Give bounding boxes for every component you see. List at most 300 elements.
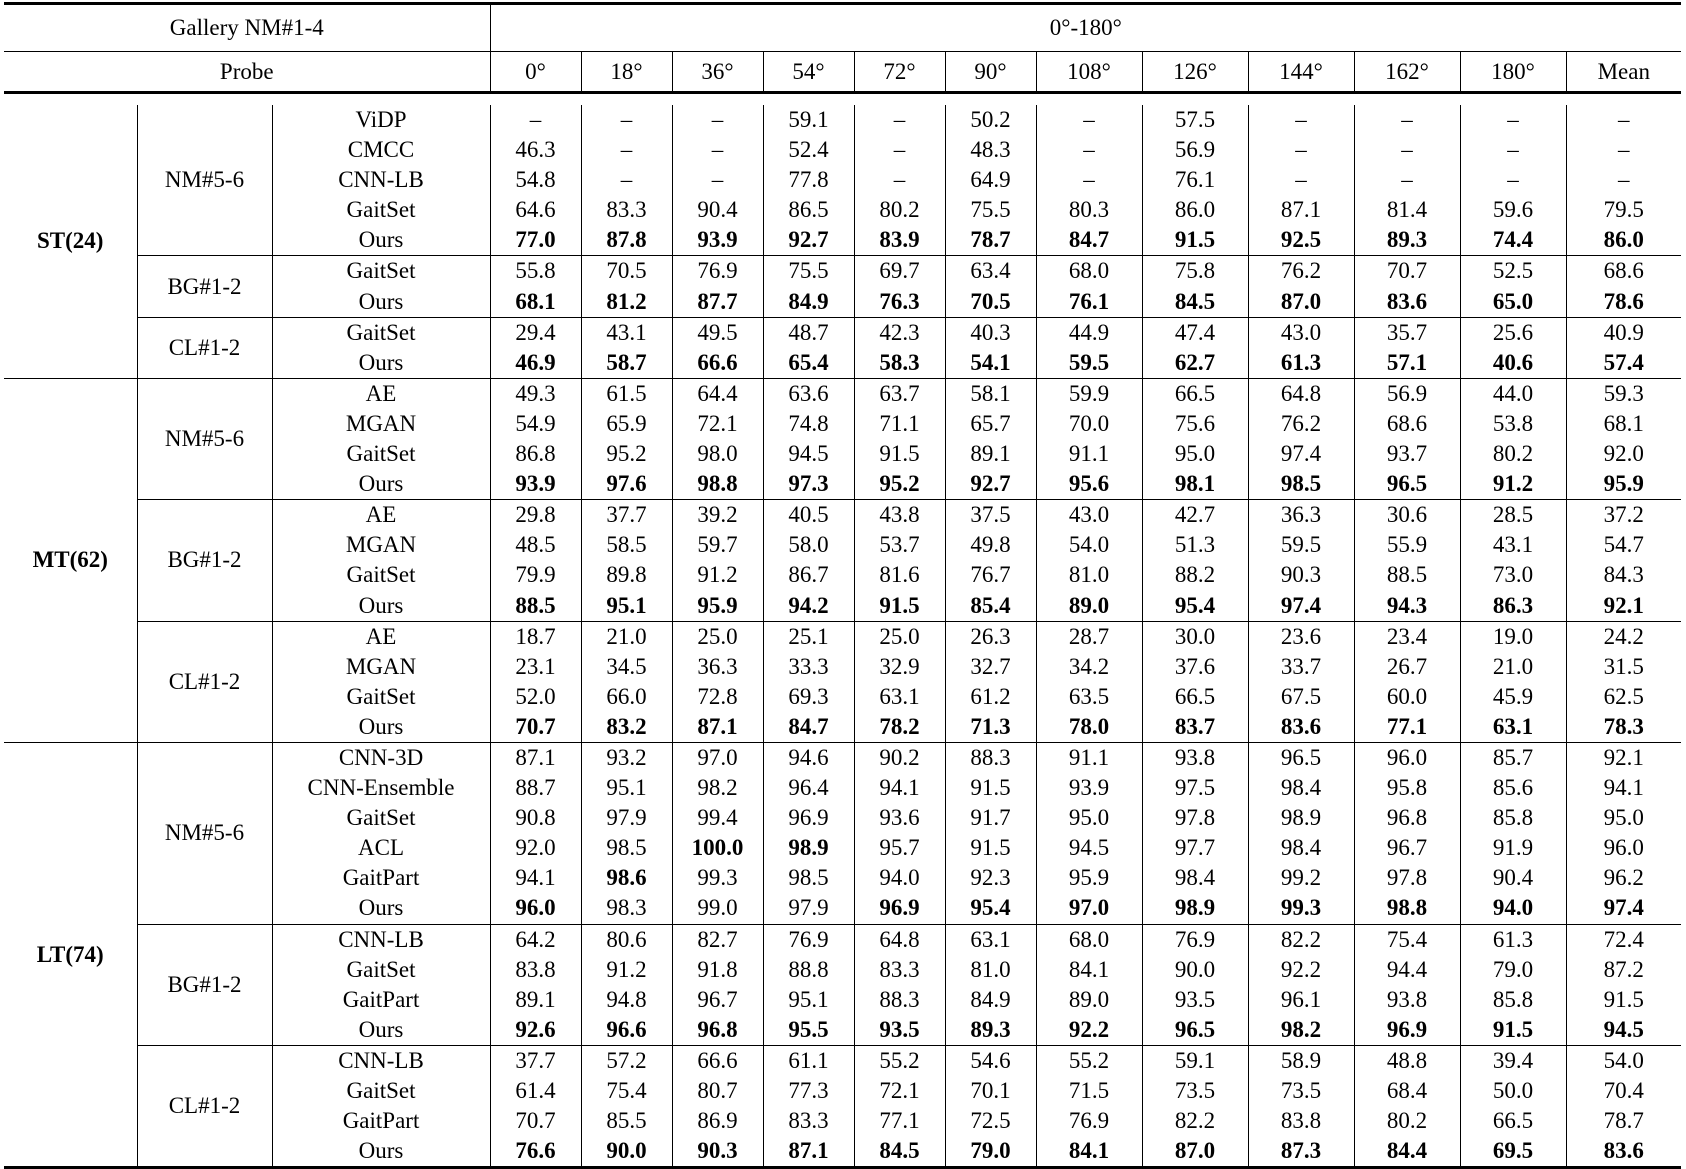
accuracy-value-cell: 59.6 — [1460, 195, 1566, 225]
accuracy-value-cell: 93.9 — [490, 469, 581, 500]
accuracy-value-cell: 90.0 — [581, 1136, 672, 1168]
accuracy-value-cell: 95.1 — [581, 591, 672, 622]
mean-value-cell: 54.7 — [1603, 532, 1644, 558]
accuracy-value-cell: 95.2 — [854, 469, 945, 500]
accuracy-value-cell: 73.0 — [1460, 560, 1566, 590]
accuracy-value-cell: 23.4 — [1354, 621, 1460, 652]
accuracy-value-cell: 37.6 — [1142, 652, 1248, 682]
mean-value-cell: 87.2 — [1603, 956, 1644, 982]
accuracy-value-cell: 83.9 — [854, 225, 945, 256]
accuracy-value-cell: 76.9 — [763, 924, 854, 955]
accuracy-value-cell: 69.3 — [763, 682, 854, 712]
accuracy-value-cell: 59.1 — [1142, 1045, 1248, 1076]
accuracy-value-cell: 91.5 — [854, 439, 945, 469]
accuracy-value-cell: 48.7 — [763, 317, 854, 348]
accuracy-value-cell: 89.3 — [945, 1015, 1036, 1046]
accuracy-value-cell: 80.2 — [1354, 1106, 1460, 1136]
accuracy-value-cell: 70.7 — [490, 712, 581, 743]
mean-value-cell: 96.0 — [1603, 835, 1644, 861]
accuracy-value-cell: 89.8 — [581, 560, 672, 590]
accuracy-value-cell: 64.2 — [490, 924, 581, 955]
results-table-container — [4, 2, 1681, 1169]
method-name: AE — [272, 500, 490, 531]
accuracy-value-cell: 43.0 — [1248, 317, 1354, 348]
accuracy-value-cell: 94.0 — [1460, 893, 1566, 924]
accuracy-value-cell: 26.7 — [1354, 652, 1460, 682]
accuracy-value-cell: 28.5 — [1460, 500, 1566, 531]
accuracy-value-cell: 54.1 — [945, 348, 1036, 379]
accuracy-value-cell: 86.0 — [1142, 195, 1248, 225]
accuracy-value-cell: 70.0 — [1036, 409, 1142, 439]
accuracy-value-cell: 68.1 — [490, 287, 581, 318]
accuracy-value-cell: 92.2 — [1248, 955, 1354, 985]
accuracy-value-cell: 87.1 — [672, 712, 763, 743]
mean-value-cell: 59.3 — [1566, 378, 1681, 409]
accuracy-value-cell: 96.8 — [1354, 803, 1460, 833]
method-name: GaitSet — [272, 439, 490, 469]
accuracy-value-cell: 48.3 — [945, 135, 1036, 165]
accuracy-value-cell: 59.5 — [1036, 348, 1142, 379]
accuracy-value-cell: 98.5 — [581, 833, 672, 863]
method-name: CMCC — [272, 135, 490, 165]
accuracy-value-cell: 95.6 — [1036, 469, 1142, 500]
accuracy-value-cell: 32.9 — [854, 652, 945, 682]
accuracy-value-cell: 97.0 — [1036, 893, 1142, 924]
accuracy-value-cell: 64.6 — [490, 195, 581, 225]
accuracy-value-cell: 44.0 — [1460, 378, 1566, 409]
accuracy-value-cell: 42.7 — [1142, 500, 1248, 531]
accuracy-value-cell: 52.5 — [1460, 256, 1566, 287]
accuracy-value-cell: 97.3 — [763, 469, 854, 500]
accuracy-value-cell: 92.5 — [1248, 225, 1354, 256]
mean-value-cell: 62.5 — [1603, 683, 1644, 709]
accuracy-value-cell: 95.4 — [1142, 591, 1248, 622]
accuracy-value-cell: – — [490, 105, 581, 135]
accuracy-value-cell: 76.9 — [672, 256, 763, 287]
accuracy-value-cell: – — [1460, 105, 1566, 135]
mean-value-cell: 72.4 — [1566, 924, 1681, 955]
mean-value-cell: 37.2 — [1566, 500, 1681, 531]
accuracy-value-cell: 99.3 — [1248, 893, 1354, 924]
accuracy-value-cell: 96.6 — [581, 1015, 672, 1046]
accuracy-value-cell: 43.8 — [854, 500, 945, 531]
accuracy-value-cell: 84.7 — [763, 712, 854, 743]
accuracy-value-cell: 94.4 — [1354, 955, 1460, 985]
accuracy-value-cell: 75.8 — [1142, 256, 1248, 287]
accuracy-value-cell: 75.5 — [945, 195, 1036, 225]
mean-value-cell: 91.5 — [1603, 986, 1644, 1012]
accuracy-value-cell: 86.7 — [763, 560, 854, 590]
probe-header: Probe — [4, 52, 490, 93]
method-name: AE — [272, 378, 490, 409]
accuracy-value-cell: 37.7 — [581, 500, 672, 531]
accuracy-value-cell: 84.1 — [1036, 955, 1142, 985]
accuracy-value-cell: 97.4 — [1248, 439, 1354, 469]
accuracy-value-cell: 76.9 — [1036, 1106, 1142, 1136]
method-name: Ours — [272, 1136, 490, 1168]
accuracy-value-cell: 88.2 — [1142, 560, 1248, 590]
accuracy-value-cell: 58.5 — [581, 530, 672, 560]
accuracy-value-cell: 58.3 — [854, 348, 945, 379]
accuracy-value-cell: 75.4 — [1354, 924, 1460, 955]
accuracy-value-cell: 85.4 — [945, 591, 1036, 622]
accuracy-value-cell: 44.9 — [1036, 317, 1142, 348]
accuracy-value-cell: 89.3 — [1354, 225, 1460, 256]
setting-label: LT(74) — [4, 742, 137, 1167]
accuracy-value-cell: 59.5 — [1248, 530, 1354, 560]
accuracy-value-cell: 33.7 — [1248, 652, 1354, 682]
angle-header-11: Mean — [1597, 58, 1650, 84]
probe-condition-label: NM#5-6 — [137, 105, 272, 256]
accuracy-value-cell: 25.6 — [1460, 317, 1566, 348]
accuracy-value-cell: 90.8 — [490, 803, 581, 833]
accuracy-value-cell: – — [581, 135, 672, 165]
accuracy-value-cell: 43.1 — [1460, 530, 1566, 560]
accuracy-value-cell: 42.3 — [854, 317, 945, 348]
mean-value-cell: 54.0 — [1566, 1045, 1681, 1076]
accuracy-value-cell: 94.1 — [854, 773, 945, 803]
setting-label: ST(24) — [4, 105, 137, 378]
accuracy-value-cell: 94.5 — [1036, 833, 1142, 863]
accuracy-value-cell: 87.0 — [1248, 287, 1354, 318]
accuracy-value-cell: 61.3 — [1460, 924, 1566, 955]
accuracy-value-cell: 39.4 — [1460, 1045, 1566, 1076]
accuracy-value-cell: 83.6 — [1354, 287, 1460, 318]
accuracy-value-cell: 23.6 — [1248, 621, 1354, 652]
accuracy-value-cell: 49.5 — [672, 317, 763, 348]
accuracy-value-cell: 98.9 — [1248, 803, 1354, 833]
probe-condition-label: CL#1-2 — [137, 317, 272, 378]
mean-value-cell: 24.2 — [1566, 621, 1681, 652]
accuracy-value-cell: 83.3 — [581, 195, 672, 225]
accuracy-value-cell: 98.5 — [1248, 469, 1354, 500]
accuracy-value-cell: 91.9 — [1460, 833, 1566, 863]
mean-value-cell: 40.9 — [1566, 317, 1681, 348]
accuracy-value-cell: 93.6 — [854, 803, 945, 833]
accuracy-value-cell: 69.7 — [854, 256, 945, 287]
accuracy-value-cell: 96.8 — [672, 1015, 763, 1046]
method-name: GaitSet — [272, 256, 490, 287]
accuracy-value-cell: 81.6 — [854, 560, 945, 590]
accuracy-value-cell: 88.8 — [763, 955, 854, 985]
method-name: CNN-LB — [272, 1045, 490, 1076]
mean-value-cell: 92.1 — [1566, 742, 1681, 773]
accuracy-value-cell: 21.0 — [1460, 652, 1566, 682]
method-name: GaitPart — [272, 863, 490, 893]
accuracy-value-cell: 53.7 — [854, 530, 945, 560]
accuracy-value-cell: 83.7 — [1142, 712, 1248, 743]
accuracy-value-cell: 93.7 — [1354, 439, 1460, 469]
accuracy-value-cell: 37.5 — [945, 500, 1036, 531]
accuracy-value-cell: 91.2 — [672, 560, 763, 590]
method-name: AE — [272, 621, 490, 652]
accuracy-value-cell: 77.1 — [1354, 712, 1460, 743]
accuracy-value-cell: – — [1460, 135, 1566, 165]
accuracy-value-cell: 76.3 — [854, 287, 945, 318]
accuracy-value-cell: – — [1248, 165, 1354, 195]
accuracy-value-cell: 83.8 — [490, 955, 581, 985]
accuracy-value-cell: 79.0 — [1460, 955, 1566, 985]
accuracy-value-cell: 98.8 — [672, 469, 763, 500]
accuracy-value-cell: 94.1 — [490, 863, 581, 893]
accuracy-value-cell: 77.0 — [490, 225, 581, 256]
angle-header-0: 0° — [490, 52, 581, 93]
accuracy-value-cell: 75.4 — [581, 1076, 672, 1106]
accuracy-value-cell: 97.9 — [763, 893, 854, 924]
gallery-header: Gallery NM#1-4 — [4, 4, 490, 52]
mean-value-cell: 92.1 — [1603, 592, 1644, 618]
accuracy-value-cell: 66.5 — [1142, 682, 1248, 712]
mean-value-cell: – — [1618, 137, 1630, 163]
accuracy-value-cell: 91.5 — [1142, 225, 1248, 256]
accuracy-value-cell: 94.3 — [1354, 591, 1460, 622]
accuracy-value-cell: 93.8 — [1354, 985, 1460, 1015]
accuracy-value-cell: 57.5 — [1142, 105, 1248, 135]
accuracy-value-cell: 29.8 — [490, 500, 581, 531]
accuracy-value-cell: 53.8 — [1460, 409, 1566, 439]
accuracy-value-cell: 61.5 — [581, 378, 672, 409]
accuracy-value-cell: – — [672, 105, 763, 135]
accuracy-value-cell: – — [581, 105, 672, 135]
accuracy-value-cell: 71.1 — [854, 409, 945, 439]
accuracy-value-cell: 96.4 — [763, 773, 854, 803]
accuracy-value-cell: 39.2 — [672, 500, 763, 531]
accuracy-value-cell: 94.2 — [763, 591, 854, 622]
mean-value-cell: 95.0 — [1603, 805, 1644, 831]
accuracy-value-cell: 95.2 — [581, 439, 672, 469]
accuracy-value-cell: 55.2 — [1036, 1045, 1142, 1076]
accuracy-value-cell: 96.5 — [1248, 742, 1354, 773]
table-row — [4, 500, 1681, 531]
accuracy-value-cell: 55.2 — [854, 1045, 945, 1076]
accuracy-value-cell: 61.1 — [763, 1045, 854, 1076]
accuracy-value-cell: 94.8 — [581, 985, 672, 1015]
method-name: GaitSet — [272, 955, 490, 985]
accuracy-value-cell: 56.9 — [1142, 135, 1248, 165]
method-name: Ours — [272, 287, 490, 318]
accuracy-value-cell: 85.8 — [1460, 985, 1566, 1015]
angle-header-5: 90° — [945, 52, 1036, 93]
accuracy-value-cell: 94.6 — [763, 742, 854, 773]
header-row-probe — [4, 52, 1681, 93]
accuracy-value-cell: 87.7 — [672, 287, 763, 318]
accuracy-value-cell: – — [1248, 135, 1354, 165]
accuracy-value-cell: 79.0 — [945, 1136, 1036, 1168]
accuracy-value-cell: 82.7 — [672, 924, 763, 955]
accuracy-value-cell: 23.1 — [490, 652, 581, 682]
accuracy-value-cell: 66.5 — [1460, 1106, 1566, 1136]
accuracy-value-cell: 91.2 — [581, 955, 672, 985]
mean-value-cell: 95.9 — [1603, 471, 1644, 497]
table-row — [4, 317, 1681, 348]
method-name: GaitSet — [272, 195, 490, 225]
accuracy-value-cell: 68.0 — [1036, 256, 1142, 287]
probe-condition-label: NM#5-6 — [137, 742, 272, 924]
method-name: Ours — [272, 591, 490, 622]
accuracy-value-cell: 74.8 — [763, 409, 854, 439]
accuracy-value-cell: 66.5 — [1142, 378, 1248, 409]
accuracy-value-cell: 55.8 — [490, 256, 581, 287]
accuracy-value-cell: 33.3 — [763, 652, 854, 682]
accuracy-value-cell: 92.7 — [945, 469, 1036, 500]
accuracy-value-cell: 97.6 — [581, 469, 672, 500]
mean-value-cell: 92.0 — [1603, 441, 1644, 467]
accuracy-value-cell: 93.2 — [581, 742, 672, 773]
accuracy-value-cell: 90.4 — [1460, 863, 1566, 893]
accuracy-value-cell: 66.6 — [672, 348, 763, 379]
accuracy-value-cell: 87.1 — [1248, 195, 1354, 225]
angle-header-2: 36° — [672, 52, 763, 93]
accuracy-value-cell: 92.3 — [945, 863, 1036, 893]
accuracy-value-cell: 68.4 — [1354, 1076, 1460, 1106]
accuracy-value-cell: 61.3 — [1248, 348, 1354, 379]
accuracy-value-cell: 97.0 — [672, 742, 763, 773]
method-name: ViDP — [272, 105, 490, 135]
accuracy-value-cell: 63.5 — [1036, 682, 1142, 712]
accuracy-value-cell: 95.9 — [672, 591, 763, 622]
accuracy-value-cell: 95.7 — [854, 833, 945, 863]
accuracy-value-cell: 64.9 — [945, 165, 1036, 195]
table-row — [4, 105, 1681, 135]
accuracy-value-cell: 52.0 — [490, 682, 581, 712]
accuracy-value-cell: 84.9 — [763, 287, 854, 318]
accuracy-value-cell: 71.3 — [945, 712, 1036, 743]
accuracy-value-cell: 91.1 — [1036, 742, 1142, 773]
mean-value-cell: 94.1 — [1603, 775, 1644, 801]
accuracy-value-cell: 83.3 — [854, 955, 945, 985]
method-name: Ours — [272, 225, 490, 256]
method-name: GaitSet — [272, 560, 490, 590]
probe-condition-label: NM#5-6 — [137, 378, 272, 499]
accuracy-value-cell: 50.0 — [1460, 1076, 1566, 1106]
accuracy-value-cell: 87.1 — [763, 1136, 854, 1168]
mean-value-cell: 78.7 — [1603, 1108, 1644, 1134]
angle-range-header: 0°-180° — [1049, 15, 1122, 40]
accuracy-value-cell: 86.8 — [490, 439, 581, 469]
method-name: MGAN — [272, 409, 490, 439]
results-table-body — [4, 4, 1681, 1168]
accuracy-value-cell: 95.1 — [581, 773, 672, 803]
accuracy-value-cell: 89.1 — [490, 985, 581, 1015]
accuracy-value-cell: 21.0 — [581, 621, 672, 652]
accuracy-value-cell: 49.3 — [490, 378, 581, 409]
mean-value-cell: 86.0 — [1603, 227, 1644, 253]
accuracy-value-cell: 98.2 — [1248, 1015, 1354, 1046]
accuracy-value-cell: 85.6 — [1460, 773, 1566, 803]
accuracy-value-cell: 79.9 — [490, 560, 581, 590]
accuracy-value-cell: 92.7 — [763, 225, 854, 256]
accuracy-value-cell: – — [1460, 165, 1566, 195]
accuracy-value-cell: 88.7 — [490, 773, 581, 803]
accuracy-value-cell: 96.9 — [1354, 1015, 1460, 1046]
accuracy-value-cell: 63.1 — [854, 682, 945, 712]
accuracy-value-cell: 92.6 — [490, 1015, 581, 1046]
method-name: Ours — [272, 1015, 490, 1046]
mean-value-cell: 70.4 — [1603, 1078, 1644, 1103]
accuracy-value-cell: – — [854, 165, 945, 195]
accuracy-value-cell: 80.7 — [672, 1076, 763, 1106]
accuracy-value-cell: 36.3 — [1248, 500, 1354, 531]
accuracy-value-cell: 89.0 — [1036, 591, 1142, 622]
accuracy-value-cell: – — [1354, 135, 1460, 165]
accuracy-value-cell: 46.3 — [490, 135, 581, 165]
method-name: Ours — [272, 469, 490, 500]
table-row — [4, 256, 1681, 287]
method-name: GaitSet — [272, 317, 490, 348]
accuracy-value-cell: 99.3 — [672, 863, 763, 893]
table-row — [4, 1045, 1681, 1076]
accuracy-value-cell: 76.2 — [1248, 409, 1354, 439]
accuracy-value-cell: 96.1 — [1248, 985, 1354, 1015]
accuracy-value-cell: 73.5 — [1142, 1076, 1248, 1106]
accuracy-value-cell: 64.8 — [854, 924, 945, 955]
accuracy-value-cell: 98.0 — [672, 439, 763, 469]
accuracy-value-cell: 65.0 — [1460, 287, 1566, 318]
accuracy-value-cell: 55.9 — [1354, 530, 1460, 560]
accuracy-value-cell: 48.8 — [1354, 1045, 1460, 1076]
accuracy-value-cell: 95.1 — [763, 985, 854, 1015]
accuracy-value-cell: 92.0 — [490, 833, 581, 863]
mean-value-cell: – — [1618, 107, 1630, 132]
accuracy-value-cell: 98.2 — [672, 773, 763, 803]
accuracy-value-cell: 81.0 — [945, 955, 1036, 985]
mean-value-cell: 78.3 — [1603, 713, 1644, 739]
method-name: ACL — [272, 833, 490, 863]
accuracy-value-cell: 76.6 — [490, 1136, 581, 1168]
accuracy-value-cell: 40.3 — [945, 317, 1036, 348]
accuracy-value-cell: 73.5 — [1248, 1076, 1354, 1106]
setting-label: MT(62) — [4, 378, 137, 742]
method-name: Ours — [272, 893, 490, 924]
accuracy-value-cell: 93.5 — [1142, 985, 1248, 1015]
accuracy-value-cell: 59.1 — [763, 105, 854, 135]
accuracy-value-cell: 70.7 — [1354, 256, 1460, 287]
mean-value-cell: 57.4 — [1603, 349, 1644, 375]
probe-condition-label: BG#1-2 — [137, 500, 272, 621]
accuracy-value-cell: 78.7 — [945, 225, 1036, 256]
accuracy-value-cell: 82.2 — [1142, 1106, 1248, 1136]
angle-header-8: 144° — [1248, 52, 1354, 93]
accuracy-value-cell: 81.0 — [1036, 560, 1142, 590]
angle-header-10: 180° — [1460, 52, 1566, 93]
accuracy-value-cell: 76.9 — [1142, 924, 1248, 955]
accuracy-value-cell: 43.1 — [581, 317, 672, 348]
accuracy-value-cell: 30.6 — [1354, 500, 1460, 531]
accuracy-value-cell: 91.1 — [1036, 439, 1142, 469]
angle-header-1: 18° — [581, 52, 672, 93]
accuracy-value-cell: 96.9 — [854, 893, 945, 924]
accuracy-value-cell: 84.4 — [1354, 1136, 1460, 1168]
accuracy-value-cell: 94.0 — [854, 863, 945, 893]
accuracy-value-cell: 87.0 — [1142, 1136, 1248, 1168]
accuracy-value-cell: 97.8 — [1354, 863, 1460, 893]
accuracy-value-cell: 88.3 — [854, 985, 945, 1015]
accuracy-value-cell: 58.7 — [581, 348, 672, 379]
accuracy-value-cell: 61.4 — [490, 1076, 581, 1106]
accuracy-value-cell: 65.9 — [581, 409, 672, 439]
accuracy-value-cell: 63.1 — [945, 924, 1036, 955]
accuracy-value-cell: 90.2 — [854, 742, 945, 773]
accuracy-value-cell: 84.9 — [945, 985, 1036, 1015]
accuracy-value-cell: 70.5 — [945, 287, 1036, 318]
accuracy-value-cell: 84.5 — [854, 1136, 945, 1168]
accuracy-value-cell: 64.8 — [1248, 378, 1354, 409]
accuracy-value-cell: 64.4 — [672, 378, 763, 409]
accuracy-value-cell: 93.9 — [1036, 773, 1142, 803]
table-row — [4, 924, 1681, 955]
accuracy-value-cell: 67.5 — [1248, 682, 1354, 712]
accuracy-value-cell: 76.7 — [945, 560, 1036, 590]
